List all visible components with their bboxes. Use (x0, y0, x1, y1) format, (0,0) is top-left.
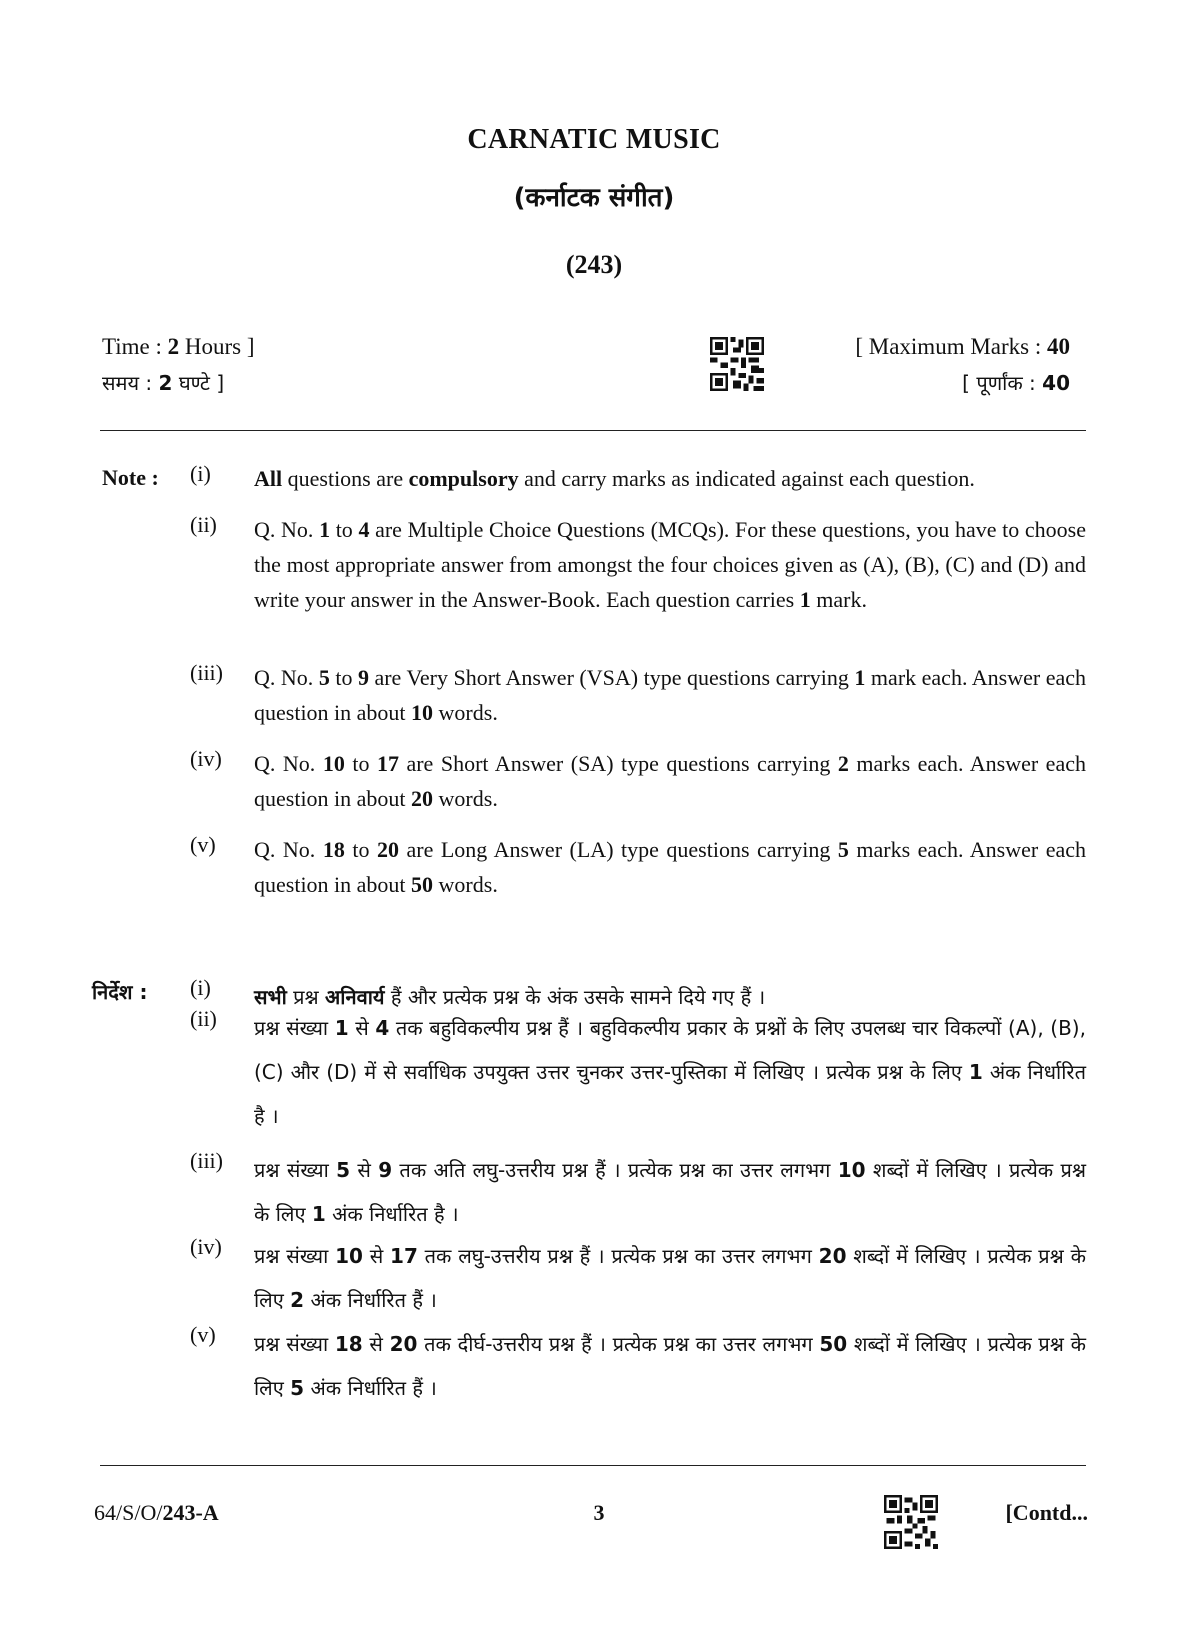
paper-title: CARNATIC MUSIC (467, 124, 721, 155)
instruction-item: Q. No. 18 to 20 are Long Answer (LA) type questions carrying 5 marks each. Answer each question in about 50 words. (254, 837, 1086, 897)
item-number: (iv) (190, 1234, 222, 1259)
instruction-item: प्रश्न संख्या 5 से 9 तक अति लघु-उत्तरीय प्रश्न हैं । प्रत्येक प्रश्न का उत्तर लगभग 10 शब्दों में लिखिए । प्रत्येक प्रश्न के लिए 1 अंक निर्धारित है । (254, 1158, 1086, 1226)
item-number: (iv) (190, 746, 222, 771)
instruction-item: All questions are compulsory and carry marks as indicated against each question. (254, 466, 975, 491)
item-number: (v) (190, 832, 216, 857)
item-number: (i) (190, 461, 211, 486)
item-number: (i) (190, 975, 211, 1000)
instruction-item: सभी प्रश्न अनिवार्य हैं और प्रत्येक प्रश्न के अंक उसके सामने दिये गए हैं । (254, 985, 766, 1009)
note-label: Note : (102, 465, 159, 490)
nirdesh-label: निर्देश : (92, 980, 148, 1004)
instruction-item: Q. No. 10 to 17 are Short Answer (SA) type questions carrying 2 marks each. Answer each question in about 20 words. (254, 751, 1086, 811)
max-marks-english: [ Maximum Marks : 40 (855, 334, 1070, 359)
item-number: (ii) (190, 1006, 217, 1031)
item-number: (iii) (190, 1148, 223, 1173)
paper-subtitle: (कर्नाटक संगीत) (513, 183, 675, 213)
item-number: (iii) (190, 660, 223, 685)
time-hindi: समय : 2 घण्टे ] (102, 371, 225, 395)
instruction-item: Q. No. 1 to 4 are Multiple Choice Questions (MCQs). For these questions, you have to choose the most appropriate answer from amongst the four choices given as (A), (B), (C) and (D) and write your answer in the Answer-Book. Each question carries 1 mark. (254, 517, 1086, 612)
page-number: 3 (593, 1500, 605, 1525)
footer-divider (100, 1465, 1086, 1466)
instruction-item: प्रश्न संख्या 18 से 20 तक दीर्घ-उत्तरीय प्रश्न हैं । प्रत्येक प्रश्न का उत्तर लगभग 50 शब्दों में लिखिए । प्रत्येक प्रश्न के लिए 5 अंक निर्धारित हैं । (254, 1332, 1086, 1400)
header-divider (100, 430, 1086, 431)
item-number: (v) (190, 1322, 216, 1347)
item-number: (ii) (190, 512, 217, 537)
qr-code-icon (710, 337, 764, 391)
instruction-item: प्रश्न संख्या 1 से 4 तक बहुविकल्पीय प्रश्न हैं । बहुविकल्पीय प्रकार के प्रश्नों के लिए उपलब्ध चार विकल्पों (A), (B), (C) और (D) में से सर्वाधिक उपयुक्त उत्तर चुनकर उत्तर-पुस्तिका में लिखिए । प्रत्येक प्रश्न के लिए 1 अंक निर्धारित है । (254, 1016, 1086, 1128)
paper-code: 64/S/O/243-A (94, 1500, 219, 1525)
instruction-item: Q. No. 5 to 9 are Very Short Answer (VSA) type questions carrying 1 mark each. Answer each question in about 10 words. (254, 665, 1086, 725)
instruction-item: प्रश्न संख्या 10 से 17 तक लघु-उत्तरीय प्रश्न हैं । प्रत्येक प्रश्न का उत्तर लगभग 20 शब्दों में लिखिए । प्रत्येक प्रश्न के लिए 2 अंक निर्धारित हैं । (254, 1244, 1086, 1312)
subject-code: (243) (565, 250, 623, 279)
time-english: Time : 2 Hours ] (102, 334, 255, 359)
qr-code-icon (884, 1495, 938, 1549)
contd-label: [Contd... (1005, 1500, 1088, 1525)
max-marks-hindi: [ पूर्णांक : 40 (962, 371, 1070, 395)
